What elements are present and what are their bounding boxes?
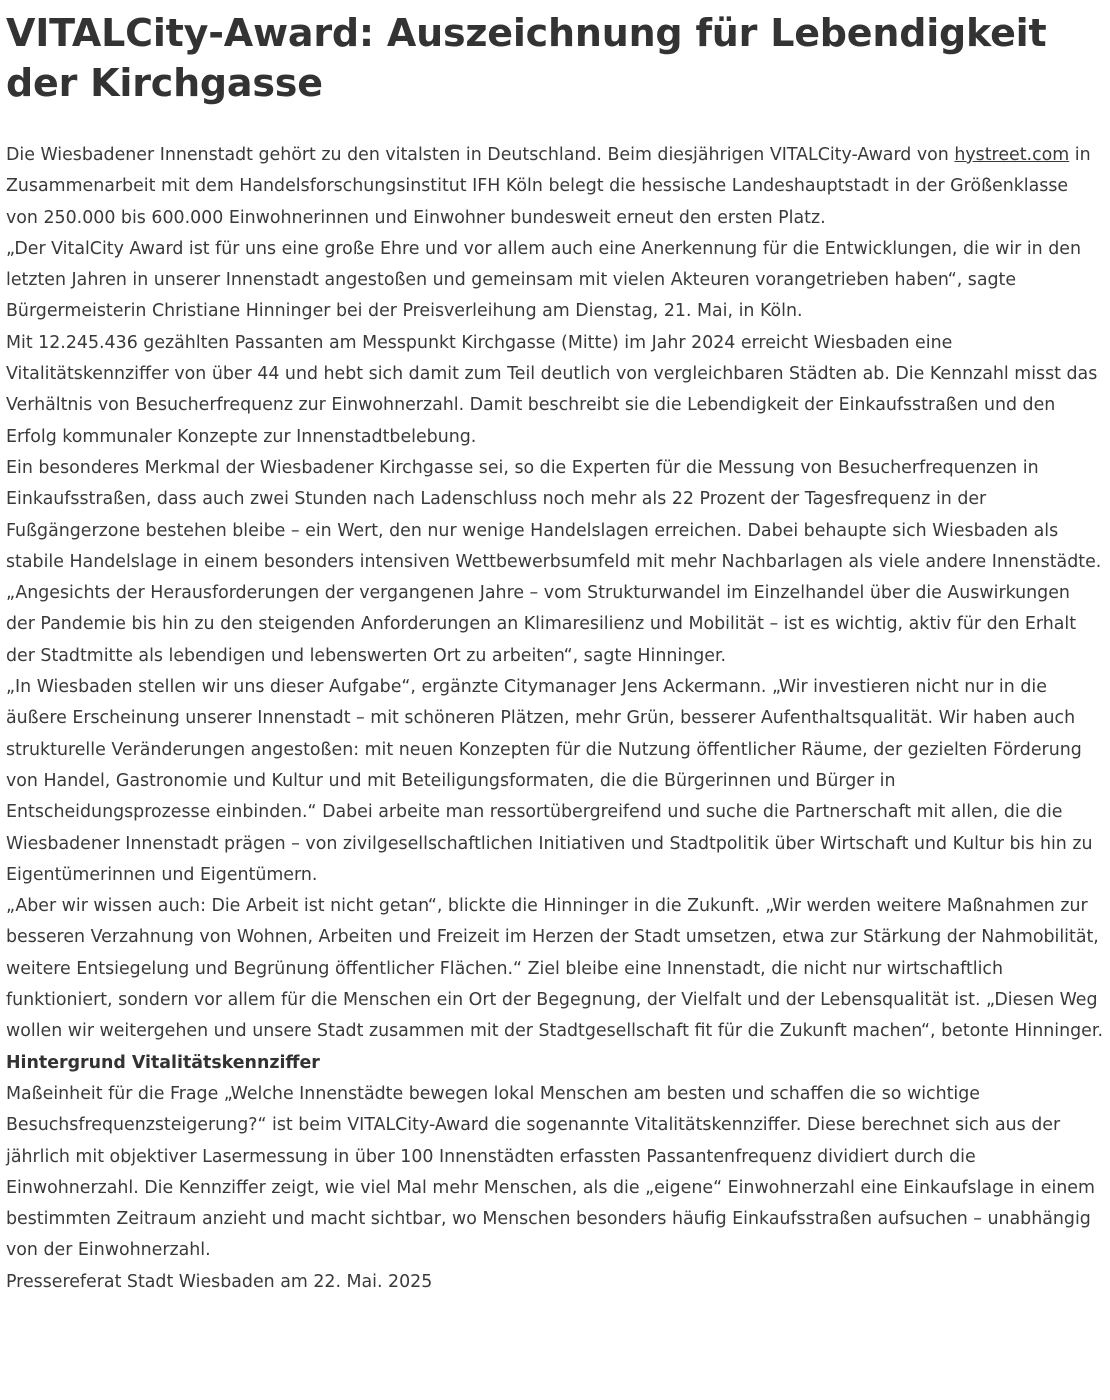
paragraph-quote-zukunft: „Aber wir wissen auch: Die Arbeit ist nicht getan“, blickte die Hinninger in die Zukunft. „Wir werden weitere Maßnahmen zur besseren Verzahnung von Wohnen, Arbeiten und Freizeit im Herzen der Stadt umsetzen, etwa zur Stärkung der Nahmobilität, weitere Entsiegelung und Begrünung öffentlicher Flächen.“ Ziel bleibe eine Innenstadt, die nicht nur wirtschaftlich funktioniert, sondern vor allem für die Menschen ein Ort der Begegnung, der Vielfalt und der Lebensqualität ist. „Diesen Weg wollen wir weitergehen und unsere Stadt zusammen mit der Stadtgesellschaft fit für die Zukunft machen“, betonte Hinninger. xyxy=(6,896,1103,1042)
paragraph-quote-ackermann: „In Wiesbaden stellen wir uns dieser Aufgabe“, ergänzte Citymanager Jens Ackermann. „Wir investieren nicht nur in die äußere Erscheinung unserer Innenstadt – mit schöneren Plätzen, mehr Grün, besserer Aufenthaltsqualität. Wir haben auch strukturelle Veränderungen angestoßen: mit neuen Konzepten für die Nutzung öffentlicher Räume, der gezielten Förderung von Handel, Gastronomie und Kultur und mit Beteiligungsformaten, die die Bürgerinnen und Bürger in Entscheidungsprozesse einbinden.“ Dabei arbeite man ressortübergreifend und suche die Partnerschaft mit allen, die die Wiesbadener Innenstadt prägen – von zivilgesellschaftlichen Initiativen und Stadtpolitik über Wirtschaft und Kultur bis hin zu Eigentümerinnen und Eigentümern. xyxy=(6,677,1093,885)
hystreet-link[interactable]: hystreet.com xyxy=(954,145,1070,165)
intro-text-before-link: Die Wiesbadener Innenstadt gehört zu den vitalsten in Deutschland. Beim diesjährigen VITALCity-Award von xyxy=(6,145,955,165)
article-body xyxy=(6,140,1104,1298)
paragraph-passanten: Mit 12.245.436 gezählten Passanten am Messpunkt Kirchgasse (Mitte) im Jahr 2024 erreicht Wiesbaden eine Vitalitätskennziffer von über 44 und hebt sich damit zum Teil deutlich von vergleichbaren Städten ab. Die Kennzahl misst das Verhältnis von Besucherfrequenz zur Einwohnerzahl. Damit beschreibt sie die Lebendigkeit der Einkaufsstraßen und den Erfolg kommunaler Konzepte zur Innenstadtbelebung. xyxy=(6,332,1098,447)
intro-paragraph xyxy=(6,140,1104,234)
background-heading: Hintergrund Vitalitätskennziffer xyxy=(6,1052,320,1073)
paragraph-quote-award: „Der VitalCity Award ist für uns eine große Ehre und vor allem auch eine Anerkennung für die Entwicklungen, die wir in den letzten Jahren in unserer Innenstadt angestoßen und gemeinsam mit vielen Akteuren vorangetrieben haben“, sagte Bürgermeisterin Christiane Hinninger bei der Preisverleihung am Dienstag, 21. Mai, in Köln. xyxy=(6,238,1081,322)
paragraph-kirchgasse-merkmal: Ein besonderes Merkmal der Wiesbadener Kirchgasse sei, so die Experten für die Messung von Besucherfrequenzen in Einkaufsstraßen, dass auch zwei Stunden nach Ladenschluss noch mehr als 22 Prozent der Tagesfrequenz in der Fußgängerzone bestehen bleibe – ein Wert, den nur wenige Handelslagen erreichen. Dabei behaupte sich Wiesbaden als stabile Handelslage in einem besonders intensiven Wettbewerbsumfeld mit mehr Nachbarlagen als viele andere Innenstädte. xyxy=(6,457,1102,572)
background-paragraph: Maßeinheit für die Frage „Welche Innenstädte bewegen lokal Menschen am besten und schaffen die so wichtige Besuchsfrequenzsteigerung?“ ist beim VITALCity-Award die sogenannte Vitalitätskennziffer. Diese berechnet sich aus der jährlich mit objektiver Lasermessung in über 100 Innenstädten erfassten Passantenfrequenz dividiert durch die Einwohnerzahl. Die Kennziffer zeigt, wie viel Mal mehr Menschen, als die „eigene“ Einwohnerzahl eine Einkaufslage in einem bestimmten Zeitraum anzieht und macht sichtbar, wo Menschen besonders häufig Einkaufsstraßen aufsuchen – unabhängig von der Einwohnerzahl. xyxy=(6,1083,1095,1261)
paragraph-quote-herausforderungen: „Angesichts der Herausforderungen der vergangenen Jahre – vom Strukturwandel im Einzelhandel über die Auswirkungen der Pandemie bis hin zu den steigenden Anforderungen an Klimaresilienz und Mobilität – ist es wichtig, aktiv für den Erhalt der Stadtmitte als lebendigen und lebenswerten Ort zu arbeiten“, sagte Hinninger. xyxy=(6,583,1077,666)
article-title: VITALCity-Award: Auszeichnung für Lebendigkeit der Kirchgasse xyxy=(6,11,1047,105)
press-footer: Pressereferat Stadt Wiesbaden am 22. Mai. 2025 xyxy=(6,1271,433,1292)
intro-text-after-link: in Zusammenarbeit mit dem Handelsforschungsinstitut IFH Köln belegt die hessische Landeshauptstadt in der Größenklasse von 250.000 bis 600.000 Einwohnerinnen und Einwohner bundesweit erneut den ersten Platz. xyxy=(6,145,1091,228)
